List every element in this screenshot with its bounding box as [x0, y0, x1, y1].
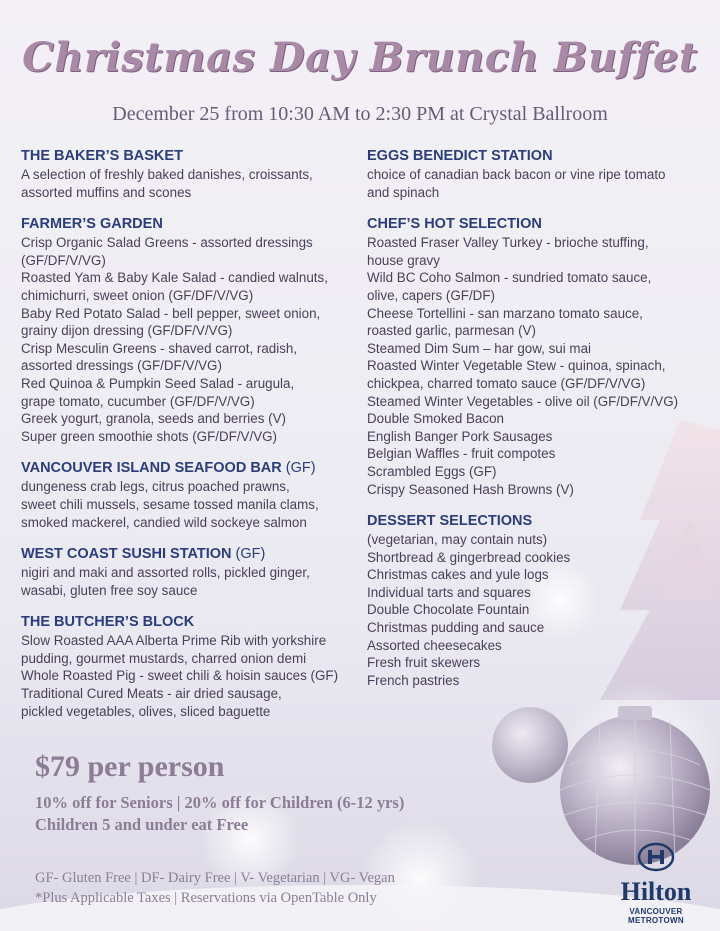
menu-section [367, 148, 707, 201]
menu-item: Cheese Tortellini - san marzano tomato sauce, [367, 305, 643, 321]
discount-info [35, 792, 404, 836]
menu-item: Crispy Seasoned Hash Browns (V) [367, 481, 574, 497]
menu-section [21, 216, 351, 445]
menu-item: (vegetarian, may contain nuts) [367, 532, 548, 548]
section-title: CHEF’S HOT SELECTION [367, 216, 542, 233]
menu-section [21, 614, 351, 720]
legend-line: GF- Gluten Free | DF- Dairy Free | V- Vegetarian | VG- Vegan [35, 870, 395, 886]
price: $79 per person [35, 750, 225, 783]
menu-section [367, 513, 707, 689]
menu-item: Double Chocolate Fountain [367, 602, 530, 618]
menu-item: house gravy [367, 252, 440, 268]
menu-item: pudding, gourmet mustards, charred onion demi [21, 650, 307, 666]
section-title: EGGS BENEDICT STATION [367, 148, 553, 164]
menu-item: Belgian Waffles - fruit compotes [367, 446, 556, 462]
legend-line: *Plus Applicable Taxes | Reservations via OpenTable Only [35, 890, 377, 906]
menu-item: Traditional Cured Meats - air dried sausage, [21, 686, 282, 702]
menu-column-right [367, 148, 707, 704]
menu-column-left [21, 148, 351, 735]
menu-item: chickpea, charred tomato sauce (GF/DF/V/VG) [367, 375, 646, 391]
menu-item: Double Smoked Bacon [367, 411, 504, 427]
menu-item: chimichurri, sweet onion (GF/DF/V/VG) [21, 287, 254, 303]
menu-item: wasabi, gluten free soy sauce [21, 582, 198, 598]
menu-item: Steamed Winter Vegetables - olive oil (GF/DF/V/VG) [367, 393, 679, 409]
menu-item: Scrambled Eggs (GF) [367, 463, 497, 479]
menu-section [367, 216, 707, 498]
menu-item: A selection of freshly baked danishes, croissants, [21, 167, 313, 182]
menu-item: grainy dijon dressing (GF/DF/V/VG) [21, 323, 233, 339]
menu-item: Roasted Yam & Baby Kale Salad - candied walnuts, [21, 270, 328, 286]
hilton-logo [602, 842, 710, 925]
menu-item: grape tomato, cucumber (GF/DF/V/VG) [21, 393, 255, 409]
dietary-legend [35, 868, 395, 908]
menu-item: Fresh fruit skewers [367, 655, 481, 671]
menu-item: Crisp Mesculin Greens - shaved carrot, radish, [21, 340, 298, 356]
event-details: December 25 from 10:30 AM to 2:30 PM at Crystal Ballroom [112, 103, 608, 125]
discount-line: Children 5 and under eat Free [35, 815, 249, 834]
menu-item: Baby Red Potato Salad - bell pepper, sweet onion, [21, 305, 321, 321]
menu-item: assorted dressings (GF/DF/V/VG) [21, 358, 222, 374]
logo-name: Hilton [620, 877, 692, 906]
menu-item: and spinach [367, 184, 440, 200]
menu-item: Red Quinoa & Pumpkin Seed Salad - arugula, [21, 375, 295, 391]
menu-section [21, 460, 351, 531]
menu-item: Super green smoothie shots (GF/DF/V/VG) [21, 428, 278, 444]
discount-line: 10% off for Seniors | 20% off for Children (6-12 yrs) [35, 793, 405, 812]
section-title: FARMER’S GARDEN [21, 216, 163, 233]
menu-item: English Banger Pork Sausages [367, 428, 553, 444]
menu-section [21, 148, 351, 201]
logo-location: VANCOUVER METROTOWN [628, 907, 684, 925]
menu-item: Greek yogurt, granola, seeds and berries (V) [21, 411, 286, 427]
menu-item: assorted muffins and scones [21, 184, 192, 200]
hilton-h-icon [637, 842, 675, 872]
menu-item: Christmas cakes and yule logs [367, 567, 549, 583]
menu-item: Roasted Fraser Valley Turkey - brioche stuffing, [367, 235, 649, 251]
menu-item: sweet chili mussels, sesame tossed manila clams, [21, 496, 319, 512]
section-title: THE BAKER’S BASKET [21, 148, 183, 164]
section-title: VANCOUVER ISLAND SEAFOOD BAR (GF) [21, 460, 316, 477]
menu-item: Wild BC Coho Salmon - sundried tomato sauce, [367, 270, 652, 286]
page-title: Christmas Day Brunch Buffet [22, 34, 698, 81]
menu-item: Roasted Winter Vegetable Stew - quinoa, spinach, [367, 358, 666, 374]
section-title: DESSERT SELECTIONS [367, 513, 533, 530]
menu-item: nigiri and maki and assorted rolls, pickled ginger, [21, 565, 310, 581]
menu-item: Individual tarts and squares [367, 584, 531, 600]
section-title: WEST COAST SUSHI STATION (GF) [21, 546, 266, 563]
menu-item: dungeness crab legs, citrus poached prawns, [21, 479, 290, 495]
menu-item: Steamed Dim Sum – har gow, sui mai [367, 340, 592, 356]
menu-item: olive, capers (GF/DF) [367, 287, 495, 303]
menu-item: Whole Roasted Pig - sweet chili & hoisin sauces (GF) [21, 668, 339, 684]
menu-item: roasted garlic, parmesan (V) [367, 323, 536, 339]
menu-item: Shortbread & gingerbread cookies [367, 549, 571, 565]
section-title: THE BUTCHER’S BLOCK [21, 614, 195, 631]
menu-item: Crisp Organic Salad Greens - assorted dressings [21, 235, 313, 251]
menu-item: (GF/DF/V/VG) [21, 252, 106, 268]
menu-item: pickled vegetables, olives, sliced baguette [21, 703, 271, 719]
menu-item: choice of canadian back bacon or vine ripe tomato [367, 167, 666, 182]
menu-section [21, 546, 351, 599]
menu-item: smoked mackerel, candied wild sockeye salmon [21, 514, 307, 530]
menu-item: Slow Roasted AAA Alberta Prime Rib with yorkshire [21, 633, 327, 649]
menu-item: French pastries [367, 672, 460, 688]
menu-item: Christmas pudding and sauce [367, 620, 545, 636]
menu-item: Assorted cheesecakes [367, 637, 502, 653]
